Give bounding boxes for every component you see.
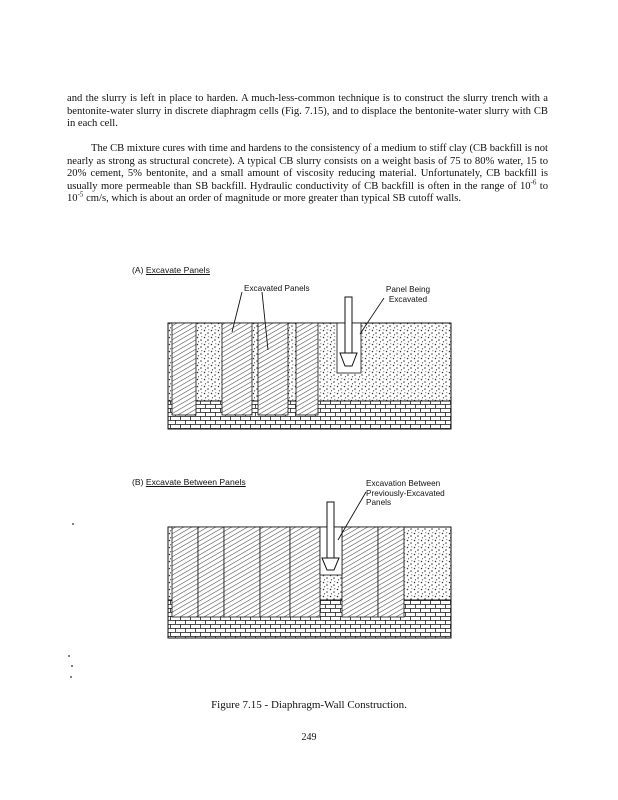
paragraph-2-text-c: cm/s, which is about an order of magnitude or more greater than typical SB cutoff walls. xyxy=(83,193,461,205)
clamshell-stem-a xyxy=(345,297,352,353)
panel-a-heading xyxy=(132,266,210,276)
body-paragraph-2 xyxy=(67,143,548,206)
page-number: 249 xyxy=(301,732,317,743)
body-paragraph-1: and the slurry is left in place to harden. A much-less-common technique is to construct the slurry trench with a bentonite-water slurry in discrete diaphragm cells (Fig. 7.15), and to displace the bentonite-water slurry with CB in each cell. xyxy=(67,93,548,130)
panel-b-title: Excavate Between Panels xyxy=(145,477,246,487)
label-excavated-panels: Excavated Panels xyxy=(244,284,310,293)
label-panel-being-line2: Excavated xyxy=(388,294,428,304)
label-excavation-between-line1: Excavation Between xyxy=(366,479,441,488)
excavated-panel-b5 xyxy=(290,527,320,617)
clamshell-stem-b xyxy=(327,502,334,558)
panel-a-title: Excavate Panels xyxy=(145,265,210,275)
exponent-2: -5 xyxy=(77,190,84,199)
excavated-panel-a2 xyxy=(222,323,252,415)
excavated-panel-b1 xyxy=(172,527,198,617)
label-excavation-between-line2: Previously-Excavated xyxy=(366,488,445,498)
panel-a-diagram xyxy=(168,292,451,429)
excavated-panel-a4 xyxy=(296,323,318,415)
exponent-1: -6 xyxy=(530,178,537,187)
excavated-panel-a1 xyxy=(172,323,196,415)
paragraph-2-text-b: to 10 xyxy=(67,180,548,205)
scan-speck xyxy=(71,665,73,667)
panel-b-heading xyxy=(132,478,246,488)
panel-b-diagram xyxy=(168,492,451,638)
excavated-panel-b4 xyxy=(260,527,290,617)
panel-b-prefix: (B) xyxy=(132,477,144,487)
excavated-panel-b3 xyxy=(224,527,260,617)
figure-caption: Figure 7.15 - Diaphragm-Wall Construction. xyxy=(211,699,407,711)
excavated-panel-b7 xyxy=(378,527,404,617)
label-excavation-between xyxy=(366,479,445,508)
label-panel-being-line1: Panel Being xyxy=(385,285,431,294)
excavated-panel-a3 xyxy=(258,323,288,415)
scan-speck xyxy=(68,655,70,657)
paragraph-2-text-a: The CB mixture cures with time and hardens to the consistency of a medium to stiff clay (CB backfill is not nearly as strong as structural concrete). A typical CB slurry consists on a weight basis of 75 to 80% water, 15 to 20% cement, 5% bentonite, and a small amount of viscosity reducing material. Unfortunately, CB backfill is usually more permeable than SB backfill. Hydraulic conductivity of CB backfill is often in the range of 10 xyxy=(67,143,549,192)
panel-a-prefix: (A) xyxy=(132,265,144,275)
scan-speck xyxy=(72,523,74,525)
scan-speck xyxy=(70,676,72,678)
label-panel-being-excavated xyxy=(378,285,438,304)
excavated-panel-b6 xyxy=(342,527,378,617)
excavated-panel-b2 xyxy=(198,527,224,617)
label-excavation-between-line3: Panels xyxy=(366,498,392,507)
